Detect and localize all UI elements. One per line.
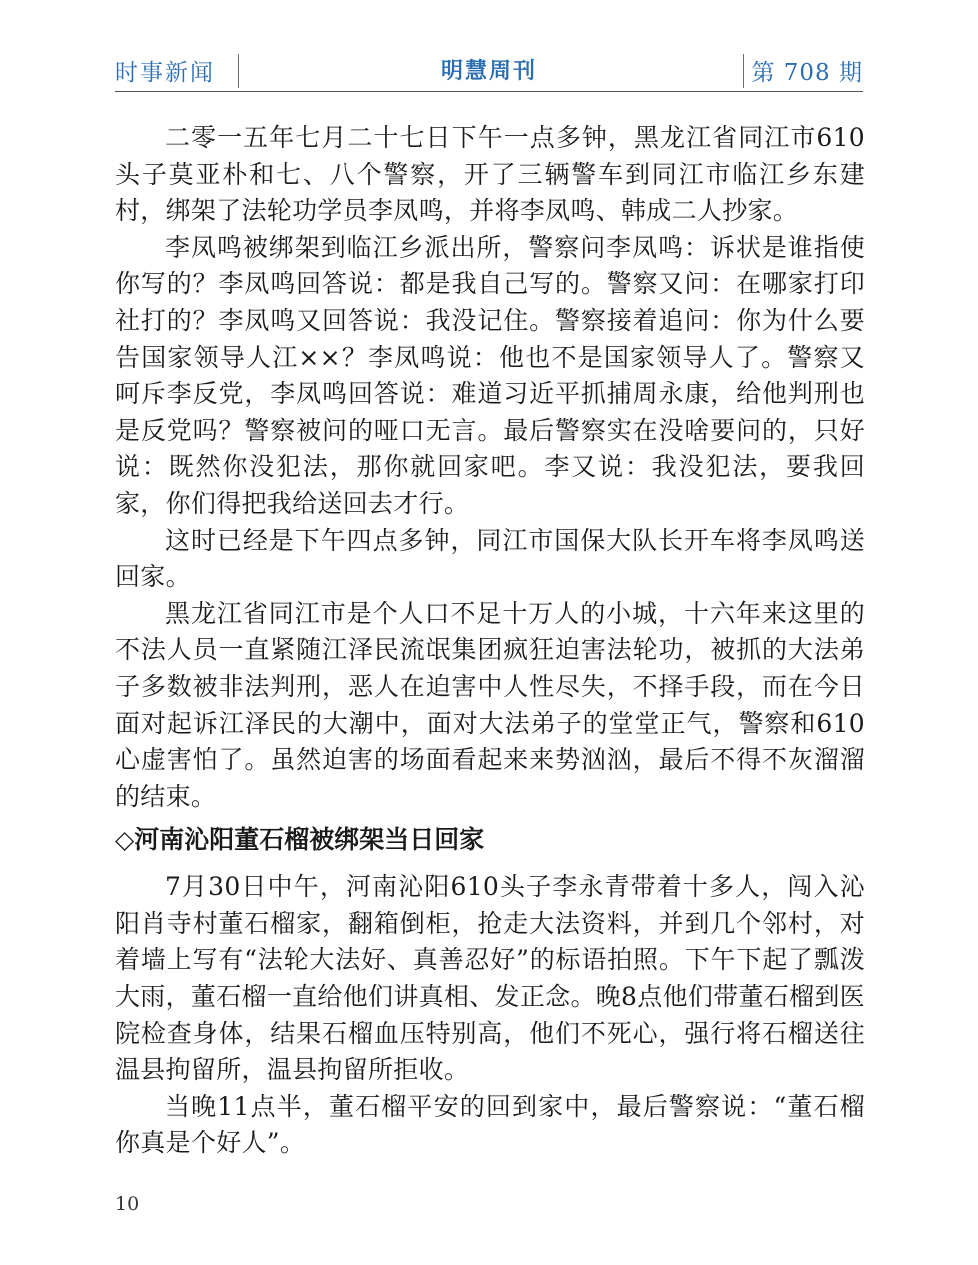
publication-title: 明慧周刊 xyxy=(440,59,537,84)
section-label: 时事新闻 xyxy=(115,60,215,86)
article-body xyxy=(115,120,865,1162)
paragraph: 黑龙江省同江市是个人口不足十万人的小城，十六年来这里的不法人员一直紧随江泽民流氓集团疯狂迫害法轮功，被抓的大法弟子多数被非法判刑，恶人在迫害中人性尽失，不择手段，而在今日面对起诉江泽民的大潮中，面对大法弟子的堂堂正气，警察和610心虚害怕了。虽然迫害的场面看起来来势汹汹，最后不得不灰溜溜的结束。 xyxy=(115,598,865,811)
paragraph: 李凤鸣被绑架到临江乡派出所，警察问李凤鸣：诉状是谁指使你写的？李凤鸣回答说：都是我自己写的。警察又问：在哪家打印社打的？李凤鸣又回答说：我没记住。警察接着追问：你为什么要告国家领导人江××？李凤鸣说：他也不是国家领导人了。警察又呵斥李反党，李凤鸣回答说：难道习近平抓捕周永康，给他判刑也是反党吗？警察被问的哑口无言。最后警察实在没啥要问的，只好说：既然你没犯法，那你就回家吧。李又说：我没犯法，要我回家，你们得把我给送回去才行。 xyxy=(115,232,865,518)
issue-number: 第 708 期 xyxy=(751,60,863,86)
paragraph: 7月30日中午，河南沁阳610头子李永青带着十多人，闯入沁阳肖寺村董石榴家，翻箱倒柜，抢走大法资料，并到几个邻村，对着墙上写有“法轮大法好、真善忍好”的标语拍照。下午下起了瓢泼大雨，董石榴一直给他们讲真相、发正念。晚8点他们带董石榴到医院检查身体，结果石榴血压特别高，他们不死心，强行将石榴送往温县拘留所，温县拘留所拒收。 xyxy=(115,872,865,1085)
page-header xyxy=(115,50,863,92)
paragraph: 这时已经是下午四点多钟，同江市国保大队长开车将李凤鸣送回家。 xyxy=(115,525,865,592)
article-subheading: ◇河南沁阳董石榴被绑架当日回家 xyxy=(115,825,485,855)
paragraph: 二零一五年七月二十七日下午一点多钟，黑龙江省同江市610头子莫亚朴和七、八个警察，开了三辆警车到同江市临江乡东建村，绑架了法轮功学员李凤鸣，并将李凤鸣、韩成二人抄家。 xyxy=(115,123,865,226)
page-number: 10 xyxy=(115,1193,140,1215)
header-rule xyxy=(115,91,863,92)
paragraph: 当晚11点半，董石榴平安的回到家中，最后警察说：“董石榴你真是个好人”。 xyxy=(115,1091,865,1158)
header-divider-right xyxy=(743,54,744,88)
